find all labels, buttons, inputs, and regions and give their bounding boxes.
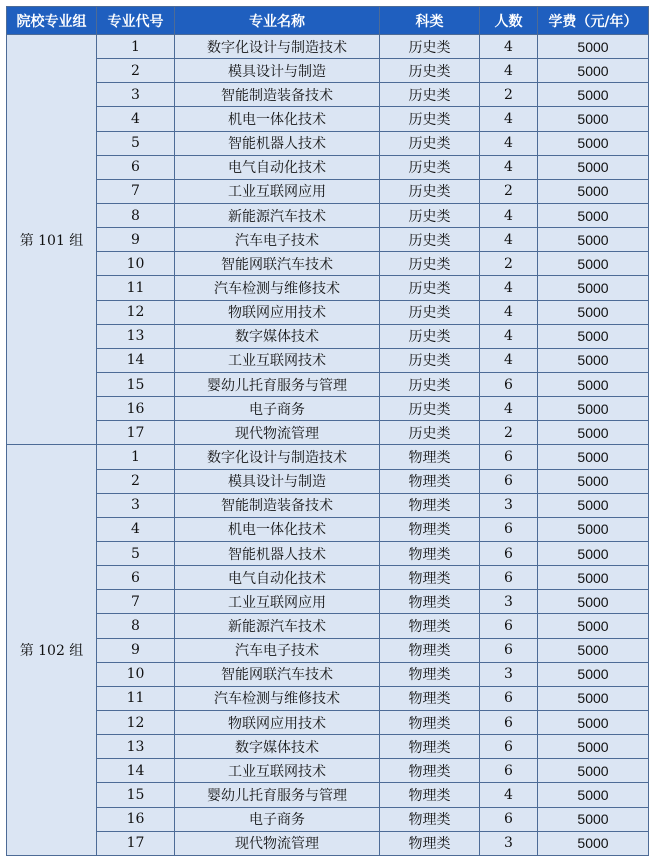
major-name-cell: 模具设计与制造 [175, 469, 380, 493]
subject-cell: 物理类 [380, 541, 480, 565]
fee-cell: 5000 [538, 179, 649, 203]
subject-cell: 物理类 [380, 469, 480, 493]
table-row [7, 155, 649, 179]
count-cell: 3 [480, 493, 538, 517]
table-row [7, 759, 649, 783]
subject-cell: 历史类 [380, 179, 480, 203]
subject-cell: 历史类 [380, 107, 480, 131]
major-code-cell: 2 [97, 469, 175, 493]
count-cell: 6 [480, 469, 538, 493]
fee-cell: 5000 [538, 324, 649, 348]
major-code-cell: 9 [97, 638, 175, 662]
major-code-cell: 13 [97, 324, 175, 348]
count-cell: 4 [480, 348, 538, 372]
fee-cell: 5000 [538, 445, 649, 469]
major-name-cell: 工业互联网技术 [175, 759, 380, 783]
subject-cell: 物理类 [380, 783, 480, 807]
count-cell: 4 [480, 155, 538, 179]
fee-cell: 5000 [538, 59, 649, 83]
table-row [7, 107, 649, 131]
subject-cell: 物理类 [380, 807, 480, 831]
fee-cell: 5000 [538, 397, 649, 421]
subject-cell: 历史类 [380, 203, 480, 227]
table-row [7, 445, 649, 469]
count-cell: 6 [480, 686, 538, 710]
major-name-cell: 智能网联汽车技术 [175, 662, 380, 686]
table-row [7, 35, 649, 59]
major-name-cell: 工业互联网应用 [175, 179, 380, 203]
fee-cell: 5000 [538, 517, 649, 541]
table-row [7, 590, 649, 614]
fee-cell: 5000 [538, 662, 649, 686]
major-name-cell: 电子商务 [175, 397, 380, 421]
count-cell: 6 [480, 445, 538, 469]
major-code-cell: 17 [97, 421, 175, 445]
subject-cell: 历史类 [380, 300, 480, 324]
fee-cell: 5000 [538, 300, 649, 324]
major-code-cell: 14 [97, 348, 175, 372]
fee-cell: 5000 [538, 469, 649, 493]
major-name-cell: 数字媒体技术 [175, 324, 380, 348]
subject-cell: 物理类 [380, 493, 480, 517]
table-row [7, 83, 649, 107]
major-code-cell: 12 [97, 300, 175, 324]
fee-cell: 5000 [538, 831, 649, 855]
header-fee: 学费（元/年） [538, 7, 649, 35]
subject-cell: 历史类 [380, 83, 480, 107]
major-name-cell: 机电一体化技术 [175, 107, 380, 131]
major-code-cell: 11 [97, 686, 175, 710]
table-row [7, 831, 649, 855]
count-cell: 6 [480, 710, 538, 734]
count-cell: 4 [480, 203, 538, 227]
major-code-cell: 8 [97, 203, 175, 227]
count-cell: 4 [480, 35, 538, 59]
table-row [7, 203, 649, 227]
major-name-cell: 婴幼儿托育服务与管理 [175, 372, 380, 396]
table-row [7, 300, 649, 324]
major-code-cell: 10 [97, 662, 175, 686]
count-cell: 6 [480, 566, 538, 590]
subject-cell: 历史类 [380, 397, 480, 421]
major-code-cell: 5 [97, 131, 175, 155]
fee-cell: 5000 [538, 421, 649, 445]
major-code-cell: 13 [97, 735, 175, 759]
count-cell: 6 [480, 807, 538, 831]
header-count: 人数 [480, 7, 538, 35]
major-code-cell: 10 [97, 252, 175, 276]
major-name-cell: 工业互联网技术 [175, 348, 380, 372]
header-code: 专业代号 [97, 7, 175, 35]
major-code-cell: 7 [97, 590, 175, 614]
count-cell: 4 [480, 107, 538, 131]
major-name-cell: 现代物流管理 [175, 421, 380, 445]
table-row [7, 662, 649, 686]
count-cell: 6 [480, 735, 538, 759]
fee-cell: 5000 [538, 735, 649, 759]
table-body [7, 35, 649, 856]
count-cell: 4 [480, 300, 538, 324]
major-name-cell: 智能制造装备技术 [175, 493, 380, 517]
table-row [7, 131, 649, 155]
fee-cell: 5000 [538, 348, 649, 372]
fee-cell: 5000 [538, 131, 649, 155]
count-cell: 4 [480, 131, 538, 155]
subject-cell: 历史类 [380, 131, 480, 155]
header-group: 院校专业组 [7, 7, 97, 35]
subject-cell: 物理类 [380, 662, 480, 686]
major-code-cell: 16 [97, 397, 175, 421]
fee-cell: 5000 [538, 372, 649, 396]
fee-cell: 5000 [538, 493, 649, 517]
major-code-cell: 4 [97, 517, 175, 541]
count-cell: 6 [480, 614, 538, 638]
major-name-cell: 智能制造装备技术 [175, 83, 380, 107]
count-cell: 6 [480, 517, 538, 541]
major-name-cell: 现代物流管理 [175, 831, 380, 855]
count-cell: 6 [480, 638, 538, 662]
major-code-cell: 7 [97, 179, 175, 203]
major-name-cell: 汽车检测与维修技术 [175, 276, 380, 300]
fee-cell: 5000 [538, 541, 649, 565]
subject-cell: 物理类 [380, 735, 480, 759]
fee-cell: 5000 [538, 35, 649, 59]
fee-cell: 5000 [538, 155, 649, 179]
table-row [7, 783, 649, 807]
major-name-cell: 新能源汽车技术 [175, 614, 380, 638]
table-row [7, 324, 649, 348]
fee-cell: 5000 [538, 228, 649, 252]
fee-cell: 5000 [538, 590, 649, 614]
fee-cell: 5000 [538, 107, 649, 131]
major-name-cell: 新能源汽车技术 [175, 203, 380, 227]
major-code-cell: 15 [97, 783, 175, 807]
fee-cell: 5000 [538, 276, 649, 300]
table-row [7, 469, 649, 493]
count-cell: 4 [480, 59, 538, 83]
table-row [7, 372, 649, 396]
table-row [7, 348, 649, 372]
major-name-cell: 工业互联网应用 [175, 590, 380, 614]
table-row [7, 493, 649, 517]
fee-cell: 5000 [538, 566, 649, 590]
table-row [7, 179, 649, 203]
major-name-cell: 物联网应用技术 [175, 710, 380, 734]
major-name-cell: 物联网应用技术 [175, 300, 380, 324]
major-code-cell: 17 [97, 831, 175, 855]
fee-cell: 5000 [538, 83, 649, 107]
major-code-cell: 9 [97, 228, 175, 252]
subject-cell: 历史类 [380, 421, 480, 445]
table-row [7, 252, 649, 276]
count-cell: 4 [480, 228, 538, 252]
major-name-cell: 数字化设计与制造技术 [175, 445, 380, 469]
subject-cell: 物理类 [380, 638, 480, 662]
subject-cell: 物理类 [380, 517, 480, 541]
major-code-cell: 5 [97, 541, 175, 565]
fee-cell: 5000 [538, 252, 649, 276]
count-cell: 2 [480, 421, 538, 445]
subject-cell: 物理类 [380, 445, 480, 469]
header-subject: 科类 [380, 7, 480, 35]
table-row [7, 397, 649, 421]
subject-cell: 历史类 [380, 276, 480, 300]
major-name-cell: 智能机器人技术 [175, 131, 380, 155]
fee-cell: 5000 [538, 783, 649, 807]
major-name-cell: 数字化设计与制造技术 [175, 35, 380, 59]
group-label: 第 102 组 [7, 445, 97, 855]
major-name-cell: 汽车电子技术 [175, 228, 380, 252]
fee-cell: 5000 [538, 203, 649, 227]
count-cell: 6 [480, 541, 538, 565]
major-code-cell: 6 [97, 566, 175, 590]
major-code-cell: 16 [97, 807, 175, 831]
major-code-cell: 2 [97, 59, 175, 83]
subject-cell: 物理类 [380, 710, 480, 734]
major-code-cell: 3 [97, 83, 175, 107]
major-code-cell: 8 [97, 614, 175, 638]
major-code-cell: 11 [97, 276, 175, 300]
major-code-cell: 12 [97, 710, 175, 734]
subject-cell: 物理类 [380, 614, 480, 638]
subject-cell: 历史类 [380, 59, 480, 83]
subject-cell: 物理类 [380, 831, 480, 855]
major-name-cell: 汽车检测与维修技术 [175, 686, 380, 710]
count-cell: 2 [480, 179, 538, 203]
table-header [7, 7, 649, 35]
major-name-cell: 电气自动化技术 [175, 155, 380, 179]
table-row [7, 614, 649, 638]
header-major: 专业名称 [175, 7, 380, 35]
major-name-cell: 智能网联汽车技术 [175, 252, 380, 276]
subject-cell: 历史类 [380, 252, 480, 276]
count-cell: 6 [480, 372, 538, 396]
table-row [7, 517, 649, 541]
subject-cell: 历史类 [380, 228, 480, 252]
table-row [7, 735, 649, 759]
table-row [7, 541, 649, 565]
major-code-cell: 1 [97, 445, 175, 469]
major-name-cell: 婴幼儿托育服务与管理 [175, 783, 380, 807]
major-name-cell: 数字媒体技术 [175, 735, 380, 759]
major-name-cell: 模具设计与制造 [175, 59, 380, 83]
major-code-cell: 3 [97, 493, 175, 517]
table-row [7, 566, 649, 590]
subject-cell: 历史类 [380, 372, 480, 396]
header-row [7, 7, 649, 35]
major-code-cell: 6 [97, 155, 175, 179]
table-row [7, 421, 649, 445]
count-cell: 4 [480, 397, 538, 421]
count-cell: 4 [480, 783, 538, 807]
subject-cell: 物理类 [380, 759, 480, 783]
subject-cell: 物理类 [380, 566, 480, 590]
group-label: 第 101 组 [7, 35, 97, 445]
subject-cell: 物理类 [380, 686, 480, 710]
fee-cell: 5000 [538, 686, 649, 710]
major-name-cell: 汽车电子技术 [175, 638, 380, 662]
subject-cell: 物理类 [380, 590, 480, 614]
major-code-cell: 4 [97, 107, 175, 131]
count-cell: 2 [480, 252, 538, 276]
subject-cell: 历史类 [380, 35, 480, 59]
table-row [7, 228, 649, 252]
major-code-cell: 1 [97, 35, 175, 59]
subject-cell: 历史类 [380, 348, 480, 372]
table-row [7, 59, 649, 83]
subject-cell: 历史类 [380, 324, 480, 348]
table-row [7, 638, 649, 662]
enrollment-table [6, 6, 649, 856]
count-cell: 3 [480, 662, 538, 686]
fee-cell: 5000 [538, 759, 649, 783]
count-cell: 6 [480, 759, 538, 783]
count-cell: 2 [480, 83, 538, 107]
major-name-cell: 智能机器人技术 [175, 541, 380, 565]
major-name-cell: 机电一体化技术 [175, 517, 380, 541]
count-cell: 3 [480, 831, 538, 855]
table-row [7, 686, 649, 710]
table-container [6, 6, 649, 856]
fee-cell: 5000 [538, 807, 649, 831]
table-row [7, 710, 649, 734]
fee-cell: 5000 [538, 614, 649, 638]
subject-cell: 历史类 [380, 155, 480, 179]
table-row [7, 276, 649, 300]
count-cell: 4 [480, 276, 538, 300]
major-name-cell: 电子商务 [175, 807, 380, 831]
major-name-cell: 电气自动化技术 [175, 566, 380, 590]
major-code-cell: 14 [97, 759, 175, 783]
count-cell: 3 [480, 590, 538, 614]
count-cell: 4 [480, 324, 538, 348]
table-row [7, 807, 649, 831]
major-code-cell: 15 [97, 372, 175, 396]
fee-cell: 5000 [538, 638, 649, 662]
fee-cell: 5000 [538, 710, 649, 734]
